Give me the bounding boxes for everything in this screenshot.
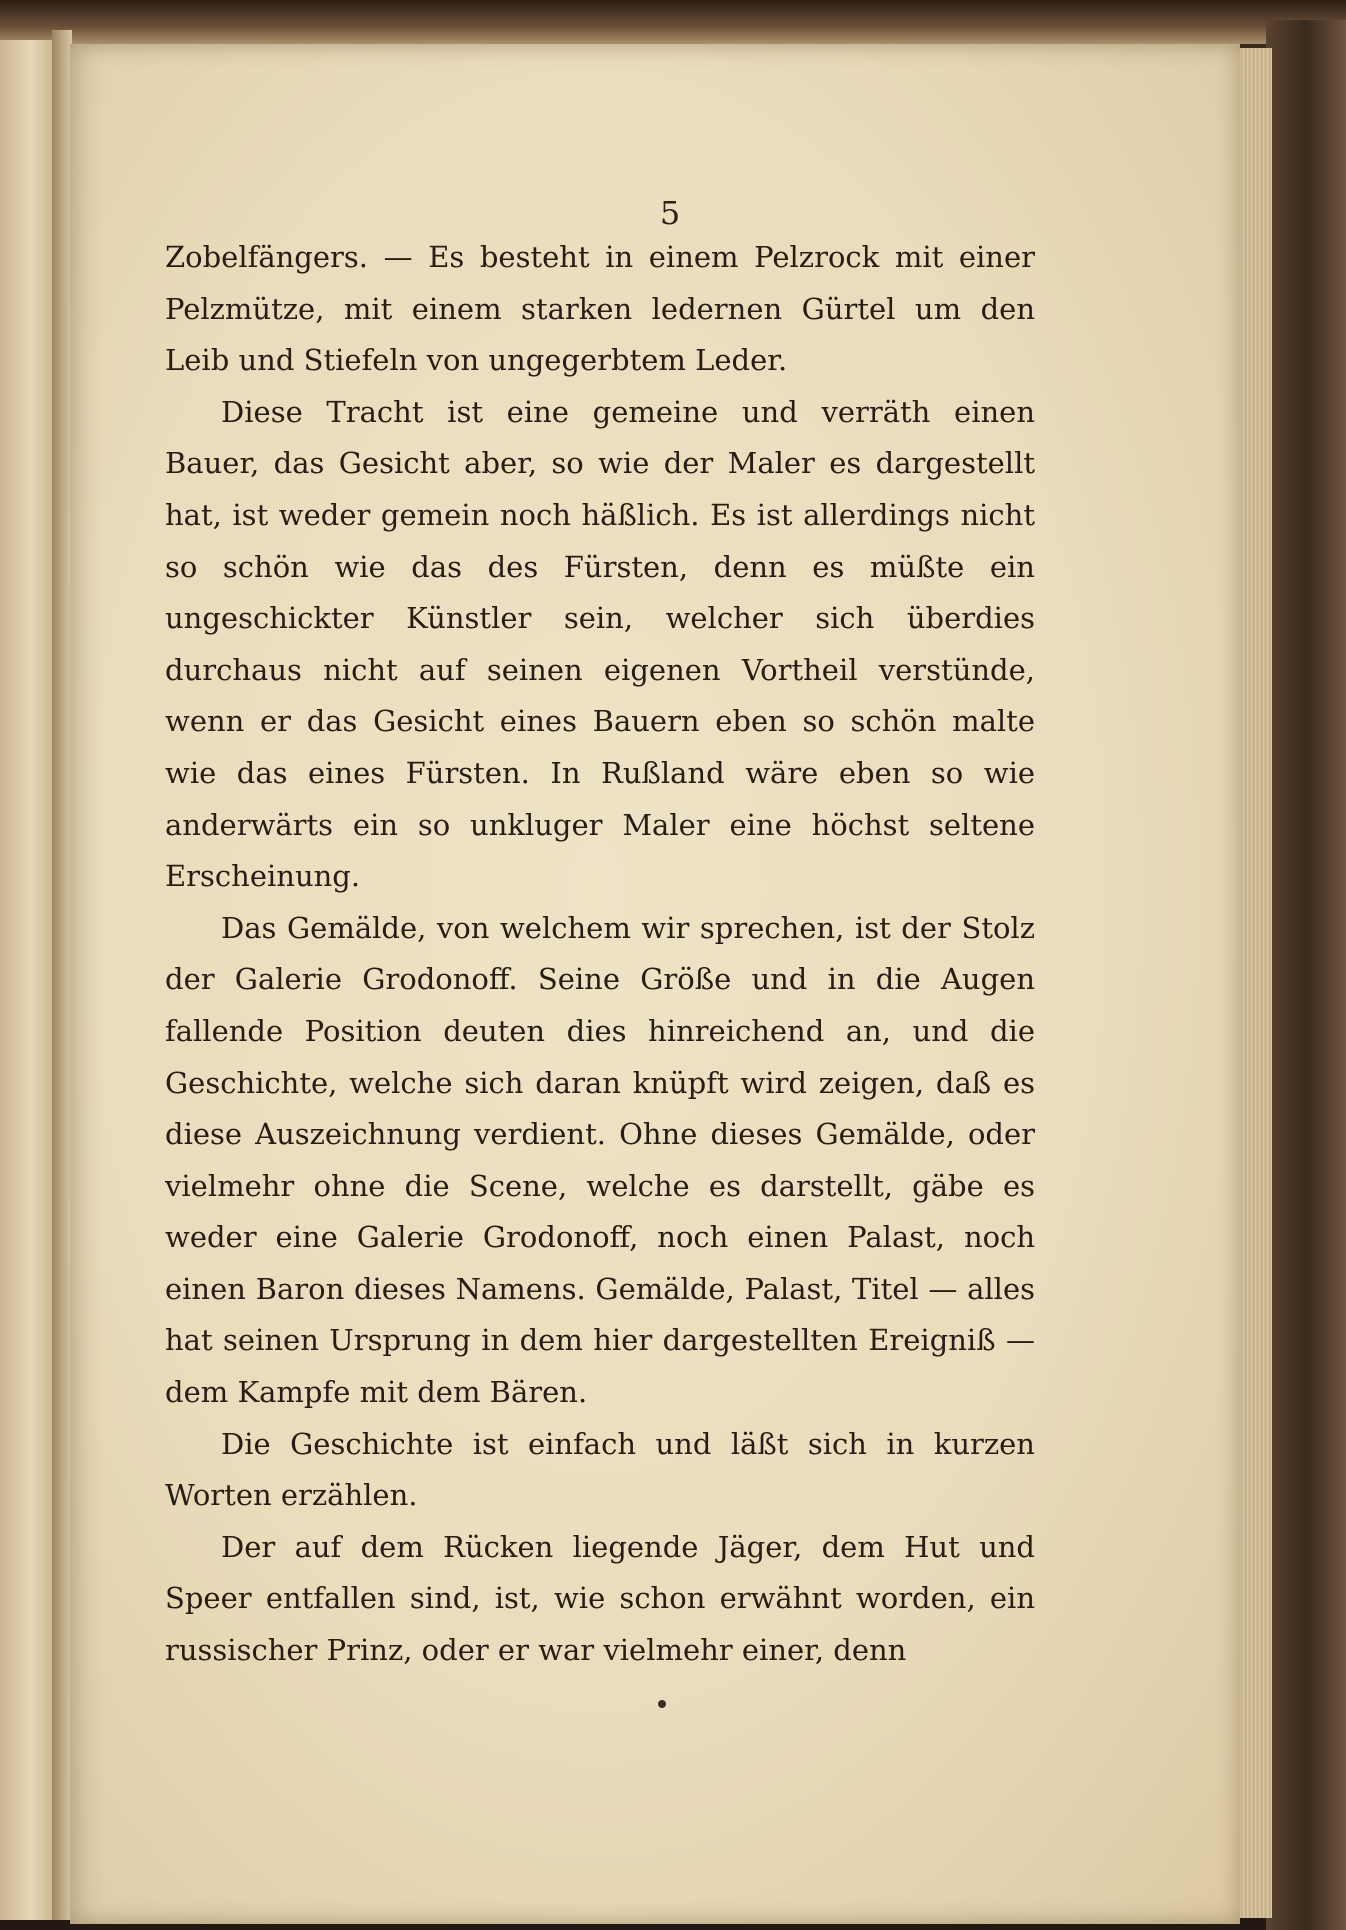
paragraph-4: Die Geschichte ist einfach und läßt sich in kurzen Worten erzählen. [165, 1426, 1035, 1513]
paragraph-5: Der auf dem Rücken liegende Jäger, dem Hut und Speer entfallen sind, ist, wie schon erwähnt worden, ein russischer Prinz, oder er war vielmehr einer, denn [165, 1529, 1035, 1668]
paragraph-2: Diese Tracht ist eine gemeine und verräth einen Bauer, das Gesicht aber, so wie der Maler es dargestellt hat, ist weder gemein noch häßlich. Es ist allerdings nicht so schön wie das des Fürsten, denn es müßte ein ungeschickter Künstler sein, welcher sich überdies durchaus nicht auf seinen eigenen Vortheil verstünde, wenn er das Gesicht eines Bauern eben so schön malte wie das eines Fürsten. In Rußland wäre eben so wie anderwärts ein so unkluger Maler eine höchst seltene Erscheinung. [165, 394, 1035, 894]
paragraph-3: Das Gemälde, von welchem wir sprechen, ist der Stolz der Galerie Grodonoff. Seine Größe und in die Augen fallende Position deuten dies hinreichend an, und die Geschichte, welche sich daran knüpft wird zeigen, daß es diese Auszeichnung verdient. Ohne dieses Gemälde, oder vielmehr ohne die Scene, welche es darstellt, gäbe es weder eine Galerie Grodonoff, noch einen Palast, noch einen Baron dieses Namens. Gemälde, Palast, Titel — alles hat seinen Ursprung in dem hier dargestellten Ereigniß — dem Kampfe mit dem Bären. [165, 910, 1035, 1410]
ink-dot-mark [658, 1700, 666, 1708]
book-cover-edge [1266, 20, 1346, 1930]
page-body-text [165, 232, 1035, 1677]
page-number: 5 [659, 194, 681, 232]
top-binding-edge [0, 0, 1346, 44]
facing-page-edge [0, 40, 54, 1920]
book-gutter [52, 30, 72, 1920]
paragraph-1: Zobelfängers. — Es besteht in einem Pelzrock mit einer Pelzmütze, mit einem starken ledernen Gürtel um den Leib und Stiefeln von ungegerbtem Leder. [165, 240, 1035, 378]
